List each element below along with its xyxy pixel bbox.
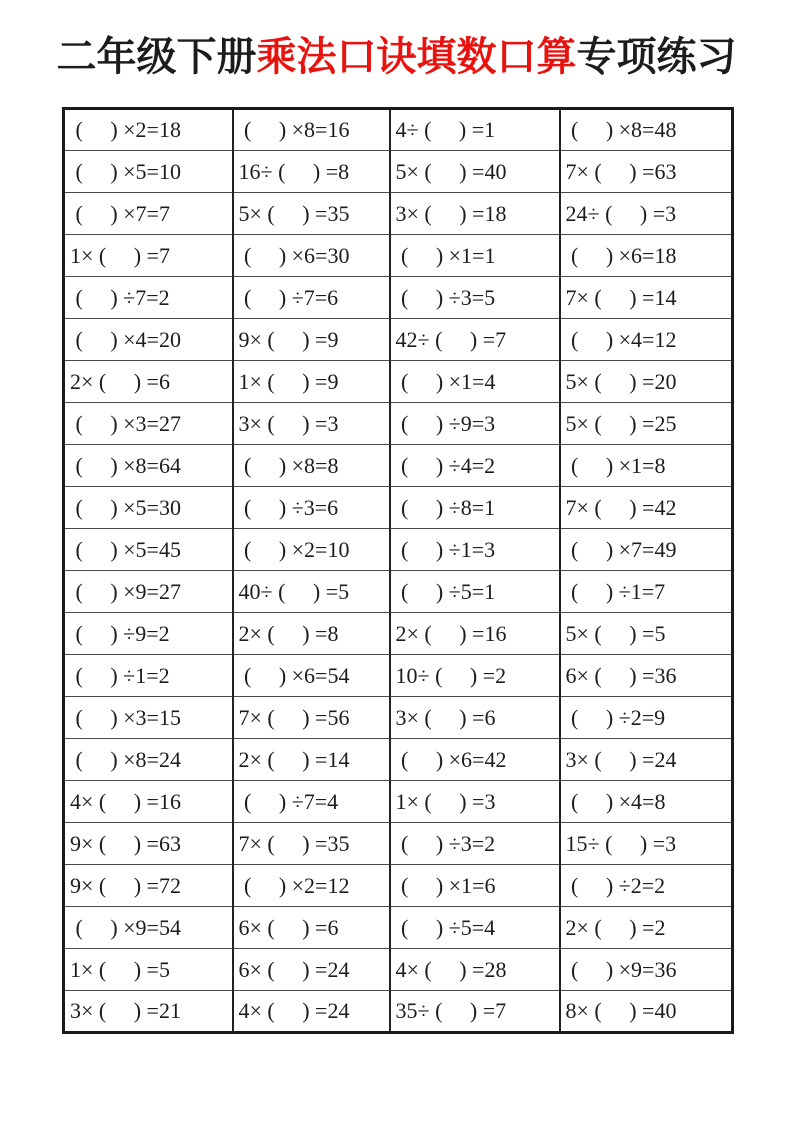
- problem-row: [64, 277, 733, 319]
- problem-cell: ( ) ÷3=6: [233, 487, 390, 529]
- problem-cell: ( ) ×2=18: [70, 117, 181, 142]
- problem-cell: ( ) ×8=16: [233, 109, 390, 151]
- problem-cell: 7× ( ) =63: [560, 151, 733, 193]
- problem-row: [64, 571, 733, 613]
- problem-cell: ( ) ×9=54: [64, 907, 233, 949]
- problem-cell: ( ) ×6=18: [560, 235, 733, 277]
- problem-row: [64, 613, 733, 655]
- problem-cell: 4× ( ) =28: [390, 949, 560, 991]
- problem-cell: 6× ( ) =36: [560, 655, 733, 697]
- problem-row: [64, 781, 733, 823]
- problem-row: [64, 949, 733, 991]
- problem-row: [64, 487, 733, 529]
- problem-cell: ( ) ÷7=2: [64, 277, 233, 319]
- problem-cell: ( ) ×8=8: [233, 445, 390, 487]
- problem-cell: ( ) ×9=27: [64, 571, 233, 613]
- problem-cell: 3× ( ) =21: [64, 991, 233, 1033]
- problem-cell: ( ) ×6=54: [233, 655, 390, 697]
- problem-row: [64, 151, 733, 193]
- problems-body: [64, 109, 733, 1033]
- problem-cell: 10÷ ( ) =2: [390, 655, 560, 697]
- problems-table: [62, 107, 734, 1034]
- problem-cell: 1× ( ) =7: [64, 235, 233, 277]
- title-segment-grade: 二年级下册: [56, 35, 257, 79]
- problem-cell: ( ) ×5=10: [64, 151, 233, 193]
- problem-cell: 6× ( ) =24: [233, 949, 390, 991]
- problem-cell: ( ) ×1=1: [390, 235, 560, 277]
- problem-cell: ( ) ÷3=2: [390, 823, 560, 865]
- problem-cell: 2× ( ) =6: [64, 361, 233, 403]
- problem-cell: ( ) ×7=7: [64, 193, 233, 235]
- problem-cell: 8× ( ) =40: [560, 991, 733, 1033]
- problem-cell: ( ) ÷9=2: [64, 613, 233, 655]
- problem-cell: 5× ( ) =20: [560, 361, 733, 403]
- problem-cell: ( ) ÷7=6: [233, 277, 390, 319]
- problem-cell: 7× ( ) =35: [233, 823, 390, 865]
- problem-cell: ( ) ÷4=2: [390, 445, 560, 487]
- title-segment-suffix: 专项练习: [576, 35, 737, 79]
- problem-row: [64, 739, 733, 781]
- problem-cell: ( ) ÷5=4: [390, 907, 560, 949]
- problem-cell: ( ) ×9=36: [560, 949, 733, 991]
- problem-cell: ( ) ×1=4: [390, 361, 560, 403]
- problem-cell: 24÷ ( ) =3: [560, 193, 733, 235]
- problem-cell: ( ) ÷7=4: [233, 781, 390, 823]
- problem-cell: 7× ( ) =56: [233, 697, 390, 739]
- problem-cell: 2× ( ) =8: [233, 613, 390, 655]
- problem-row: [64, 991, 733, 1033]
- problem-cell: ( ) ×6=30: [233, 235, 390, 277]
- problem-cell: ( ) ×8=64: [64, 445, 233, 487]
- problem-row: [64, 361, 733, 403]
- problem-cell: 9× ( ) =9: [233, 319, 390, 361]
- problem-row: [64, 655, 733, 697]
- problem-cell: ( ) ÷8=1: [390, 487, 560, 529]
- problem-cell: 2× ( ) =2: [560, 907, 733, 949]
- problem-cell: ( ) ×4=20: [64, 319, 233, 361]
- problem-cell: 15÷ ( ) =3: [560, 823, 733, 865]
- problem-cell: ( ) ×6=42: [390, 739, 560, 781]
- problem-cell: ( ) ×2=10: [233, 529, 390, 571]
- problem-cell: 9× ( ) =63: [64, 823, 233, 865]
- problem-row: [64, 109, 733, 151]
- problem-cell: ( ) ×4=8: [560, 781, 733, 823]
- problem-cell: 1× ( ) =3: [390, 781, 560, 823]
- problem-cell: 1× ( ) =9: [233, 361, 390, 403]
- problem-cell: ( ) ÷3=5: [390, 277, 560, 319]
- problem-cell: 4× ( ) =24: [233, 991, 390, 1033]
- problem-row: [64, 865, 733, 907]
- problem-cell: ( ) ÷2=2: [560, 865, 733, 907]
- problem-row: [64, 823, 733, 865]
- problem-cell: 35÷ ( ) =7: [390, 991, 560, 1033]
- problem-cell: 7× ( ) =14: [560, 277, 733, 319]
- problem-cell: 4× ( ) =16: [64, 781, 233, 823]
- problem-cell: ( ) ×5=30: [64, 487, 233, 529]
- problem-cell: ( ) ×8=24: [64, 739, 233, 781]
- problem-cell: ( ) ÷1=2: [64, 655, 233, 697]
- problem-cell: ( ) ×5=45: [64, 529, 233, 571]
- problem-cell: 7× ( ) =42: [560, 487, 733, 529]
- problem-row: [64, 319, 733, 361]
- problem-row: [64, 697, 733, 739]
- problem-cell: ( ) ÷1=3: [390, 529, 560, 571]
- problem-cell: ( ) ×1=8: [560, 445, 733, 487]
- problem-cell: 2× ( ) =16: [390, 613, 560, 655]
- problem-cell: 16÷ ( ) =8: [233, 151, 390, 193]
- problem-cell: 5× ( ) =35: [233, 193, 390, 235]
- problem-cell: 6× ( ) =6: [233, 907, 390, 949]
- problem-cell: 3× ( ) =24: [560, 739, 733, 781]
- problem-cell: 3× ( ) =18: [390, 193, 560, 235]
- problem-cell: ( ) ×7=49: [560, 529, 733, 571]
- problem-row: [64, 445, 733, 487]
- problem-cell: 5× ( ) =40: [390, 151, 560, 193]
- problem-cell: 2× ( ) =14: [233, 739, 390, 781]
- problem-cell: 9× ( ) =72: [64, 865, 233, 907]
- problem-cell: ( ) ×2=12: [233, 865, 390, 907]
- problem-cell: ( ) ×4=12: [560, 319, 733, 361]
- problem-cell: ( ) ÷2=9: [560, 697, 733, 739]
- problem-cell: 3× ( ) =3: [233, 403, 390, 445]
- page-title: [0, 34, 793, 80]
- problem-cell: 40÷ ( ) =5: [233, 571, 390, 613]
- problem-cell: 5× ( ) =5: [560, 613, 733, 655]
- problem-cell: 3× ( ) =6: [390, 697, 560, 739]
- problem-row: [64, 235, 733, 277]
- problem-cell: 5× ( ) =25: [560, 403, 733, 445]
- title-segment-topic-highlight: 乘法口诀填数口算: [256, 35, 577, 79]
- problem-cell: ( ) ×8=48: [560, 109, 733, 151]
- problem-row: [64, 907, 733, 949]
- problem-cell: 42÷ ( ) =7: [390, 319, 560, 361]
- problem-cell: ( ) ×3=15: [64, 697, 233, 739]
- problem-cell: ( ) ÷1=7: [560, 571, 733, 613]
- problem-cell: ( ) ×3=27: [64, 403, 233, 445]
- problem-cell: 1× ( ) =5: [64, 949, 233, 991]
- problem-row: [64, 403, 733, 445]
- problem-cell: ( ) ÷9=3: [390, 403, 560, 445]
- problem-row: [64, 193, 733, 235]
- problem-cell: 4÷ ( ) =1: [390, 109, 560, 151]
- problem-row: [64, 529, 733, 571]
- problem-cell: ( ) ÷5=1: [390, 571, 560, 613]
- problem-cell: ( ) ×1=6: [390, 865, 560, 907]
